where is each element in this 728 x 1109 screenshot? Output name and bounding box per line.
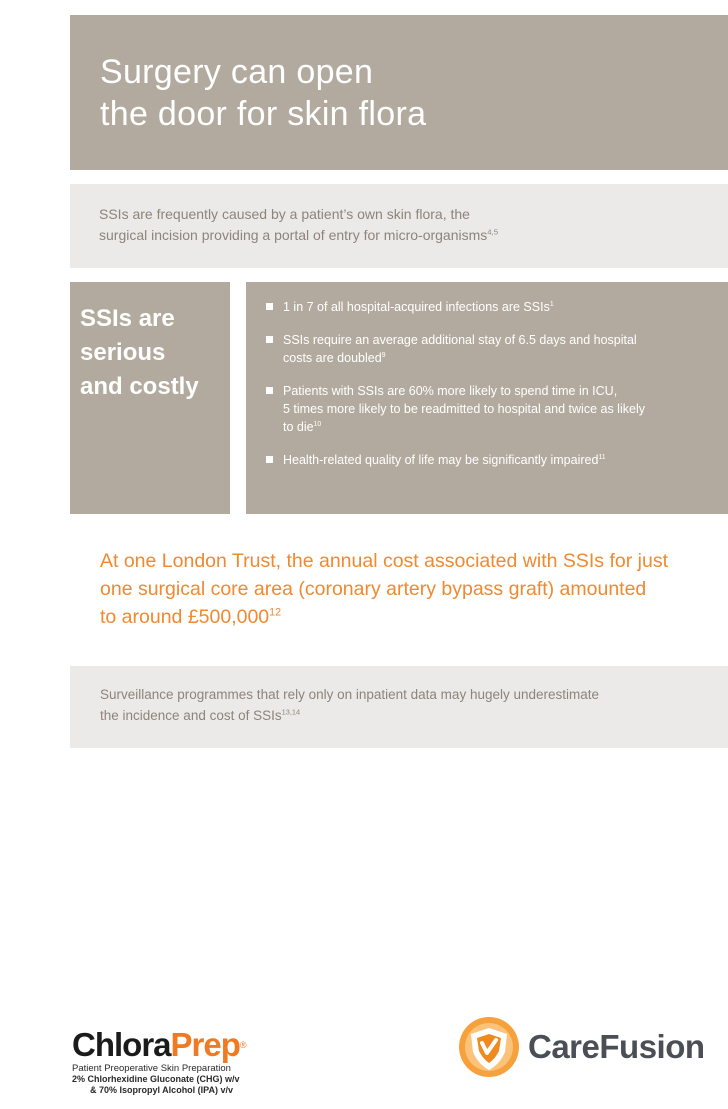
- side-heading: SSIs are serious and costly: [80, 305, 199, 400]
- bullet-item: Health-related quality of life may be significantly impaired$^{11}$: [264, 451, 714, 469]
- side-heading-panel: [70, 282, 230, 514]
- reference-sup: 1: [549, 300, 554, 308]
- reference-sup: 4,5: [487, 227, 498, 237]
- surveillance-text: Surveillance programmes that rely only on inpatient data may hugely underestimate the incidence and cost of SSIs$^{13,14}$: [100, 687, 600, 723]
- carefusion-wordmark: CareFusion: [528, 1028, 705, 1065]
- chloraprep-logo: [72, 1028, 272, 1106]
- chloraprep-tagline: Patient Preoperative Skin Preparation: [72, 1063, 231, 1074]
- intro-text: SSIs are frequently caused by a patient’s own skin flora, the surgical incision providing a portal of entry for micro-organisms$^{4,5}$: [99, 206, 498, 243]
- reference-sup: 11: [598, 453, 606, 461]
- carefusion-logo: [458, 1016, 708, 1078]
- surveillance-panel: [70, 666, 728, 748]
- chloraprep-ingredient-2: & 70% Isopropyl Alcohol (IPA) v/v: [90, 1084, 234, 1095]
- bullet-item: 1 in 7 of all hospital-acquired infections are SSIs$^1$: [264, 298, 714, 316]
- reference-sup: 12: [269, 606, 282, 619]
- page-title: Surgery can open the door for skin flora: [100, 53, 427, 133]
- chloraprep-wordmark: ChloraPrep®: [72, 1026, 246, 1063]
- reference-sup: 10: [313, 420, 322, 428]
- square-bullet-icon: [266, 303, 273, 310]
- carefusion-shield-icon: [458, 1016, 520, 1078]
- square-bullet-icon: [266, 336, 273, 343]
- highlight-quote: At one London Trust, the annual cost associated with SSIs for just one surgical core area (coronary artery bypass graft) amounted to around £500,000$^{12}$: [100, 550, 668, 628]
- reference-sup: 13,14: [281, 707, 301, 717]
- hero-panel: [70, 15, 728, 170]
- square-bullet-icon: [266, 456, 273, 463]
- square-bullet-icon: [266, 387, 273, 394]
- bullet-item: Patients with SSIs are 60% more likely to spend time in ICU, 5 times more likely to be readmitted to hospital and twice as likely to die$^{10}$: [264, 382, 714, 436]
- bullets-panel: [246, 282, 728, 514]
- intro-panel: [70, 184, 728, 268]
- reference-sup: 9: [381, 351, 386, 359]
- chloraprep-ingredient-1: 2% Chlorhexidine Gluconate (CHG) w/v: [72, 1074, 240, 1084]
- bullet-list: [264, 298, 714, 484]
- bullet-item: SSIs require an average additional stay of 6.5 days and hospital costs are doubled$^9$: [264, 331, 714, 367]
